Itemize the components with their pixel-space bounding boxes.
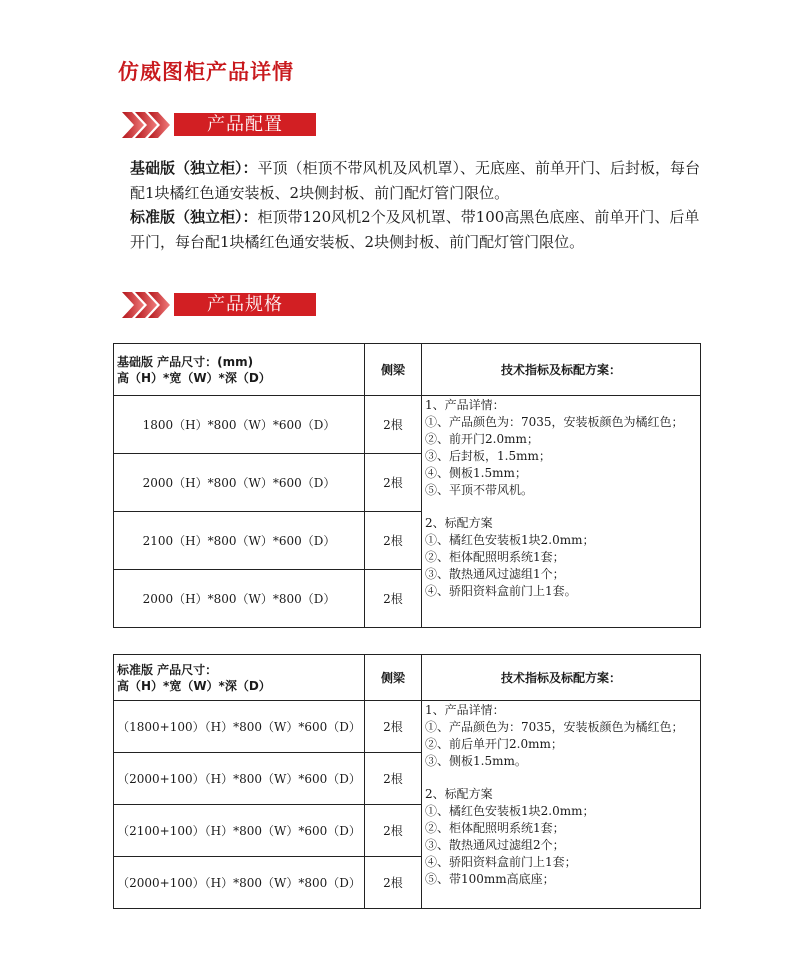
tech-line: 2、标配方案 [425, 516, 493, 530]
tech-line: ⑤、平顶不带风机。 [425, 483, 534, 497]
spec-table-standard [113, 654, 701, 909]
config-description [130, 156, 710, 254]
tech-line: ③、侧板1.5mm。 [425, 754, 527, 768]
triple-chevron-icon [122, 110, 174, 140]
beam-cell: 2根 [365, 570, 422, 628]
beam-cell: 2根 [365, 701, 422, 753]
header-tech: 技术指标及标配方案： [422, 655, 701, 701]
beam-cell: 2根 [365, 396, 422, 454]
size-cell: 2100（H）*800（W）*600（D） [114, 512, 365, 570]
tech-line: 1、产品详情： [425, 703, 505, 717]
header-beam: 侧梁 [365, 655, 422, 701]
table-header-row [114, 655, 701, 701]
tech-line: ①、产品颜色为：7035，安装板颜色为橘红色； [425, 720, 684, 734]
page-title: 仿威图柜产品详情 [118, 60, 294, 84]
tech-line: ②、柜体配照明系统1套； [425, 821, 565, 835]
header-size-line2: 高（H）*宽（W）*深（D） [117, 370, 271, 385]
size-cell: 2000（H）*800（W）*600（D） [114, 454, 365, 512]
tech-line: ②、柜体配照明系统1套； [425, 550, 565, 564]
header-size-line1: 标准版 产品尺寸： [117, 662, 218, 677]
beam-cell: 2根 [365, 512, 422, 570]
tech-line: ③、后封板，1.5mm； [425, 449, 551, 463]
size-cell: （2100+100）（H）*800（W）*600（D） [114, 805, 365, 857]
tech-line: ④、侧板1.5mm； [425, 466, 527, 480]
tech-line: ③、散热通风过滤组1个； [425, 567, 565, 581]
tech-line: 2、标配方案 [425, 787, 493, 801]
spec-table-basic [113, 343, 701, 628]
header-beam: 侧梁 [365, 344, 422, 396]
tech-line: ①、橘红色安装板1块2.0mm； [425, 533, 595, 547]
table-row [114, 396, 701, 454]
tech-line: ①、产品颜色为：7035，安装板颜色为橘红色； [425, 415, 684, 429]
config-standard-text: 柜顶带120风机2个及风机罩、带100高黑色底座、前单开门、后单开门，每台配1块橘红色通安装板、2块侧封板、前门配灯管门限位。 [130, 208, 700, 251]
tech-line: 1、产品详情： [425, 398, 505, 412]
config-basic [130, 156, 710, 205]
tech-line: ②、前后单开门2.0mm； [425, 737, 563, 751]
beam-cell: 2根 [365, 857, 422, 909]
header-size [114, 344, 365, 396]
size-cell: 1800（H）*800（W）*600（D） [114, 396, 365, 454]
triple-chevron-icon [122, 290, 174, 320]
beam-cell: 2根 [365, 805, 422, 857]
section-title-spec: 产品规格 [174, 293, 316, 316]
tech-cell [422, 396, 701, 628]
header-tech: 技术指标及标配方案： [422, 344, 701, 396]
size-cell: 2000（H）*800（W）*800（D） [114, 570, 365, 628]
beam-cell: 2根 [365, 753, 422, 805]
size-cell: （2000+100）（H）*800（W）*600（D） [114, 753, 365, 805]
header-size [114, 655, 365, 701]
header-size-line2: 高（H）*宽（W）*深（D） [117, 678, 271, 693]
section-title-config: 产品配置 [174, 113, 316, 136]
tech-line: ⑤、带100mm高底座； [425, 872, 555, 886]
tech-line: ③、散热通风过滤组2个； [425, 838, 565, 852]
tech-cell [422, 701, 701, 909]
tech-line: ①、橘红色安装板1块2.0mm； [425, 804, 595, 818]
header-size-line1: 基础版 产品尺寸：(mm) [117, 354, 254, 369]
table-row [114, 701, 701, 753]
tech-line: ④、骄阳资料盒前门上1套。 [425, 584, 577, 598]
tech-line: ②、前开门2.0mm； [425, 432, 539, 446]
tech-line: ④、骄阳资料盒前门上1套； [425, 855, 577, 869]
beam-cell: 2根 [365, 454, 422, 512]
config-standard [130, 205, 710, 254]
table-header-row [114, 344, 701, 396]
size-cell: （1800+100）（H）*800（W）*600（D） [114, 701, 365, 753]
config-standard-label: 标准版（独立柜）： [130, 208, 258, 226]
config-basic-text: 平顶（柜顶不带风机及风机罩）、无底座、前单开门、后封板，每台配1块橘红色通安装板、2块侧封板、前门配灯管门限位。 [130, 159, 701, 202]
config-basic-label: 基础版（独立柜）： [130, 159, 258, 177]
size-cell: （2000+100）（H）*800（W）*800（D） [114, 857, 365, 909]
